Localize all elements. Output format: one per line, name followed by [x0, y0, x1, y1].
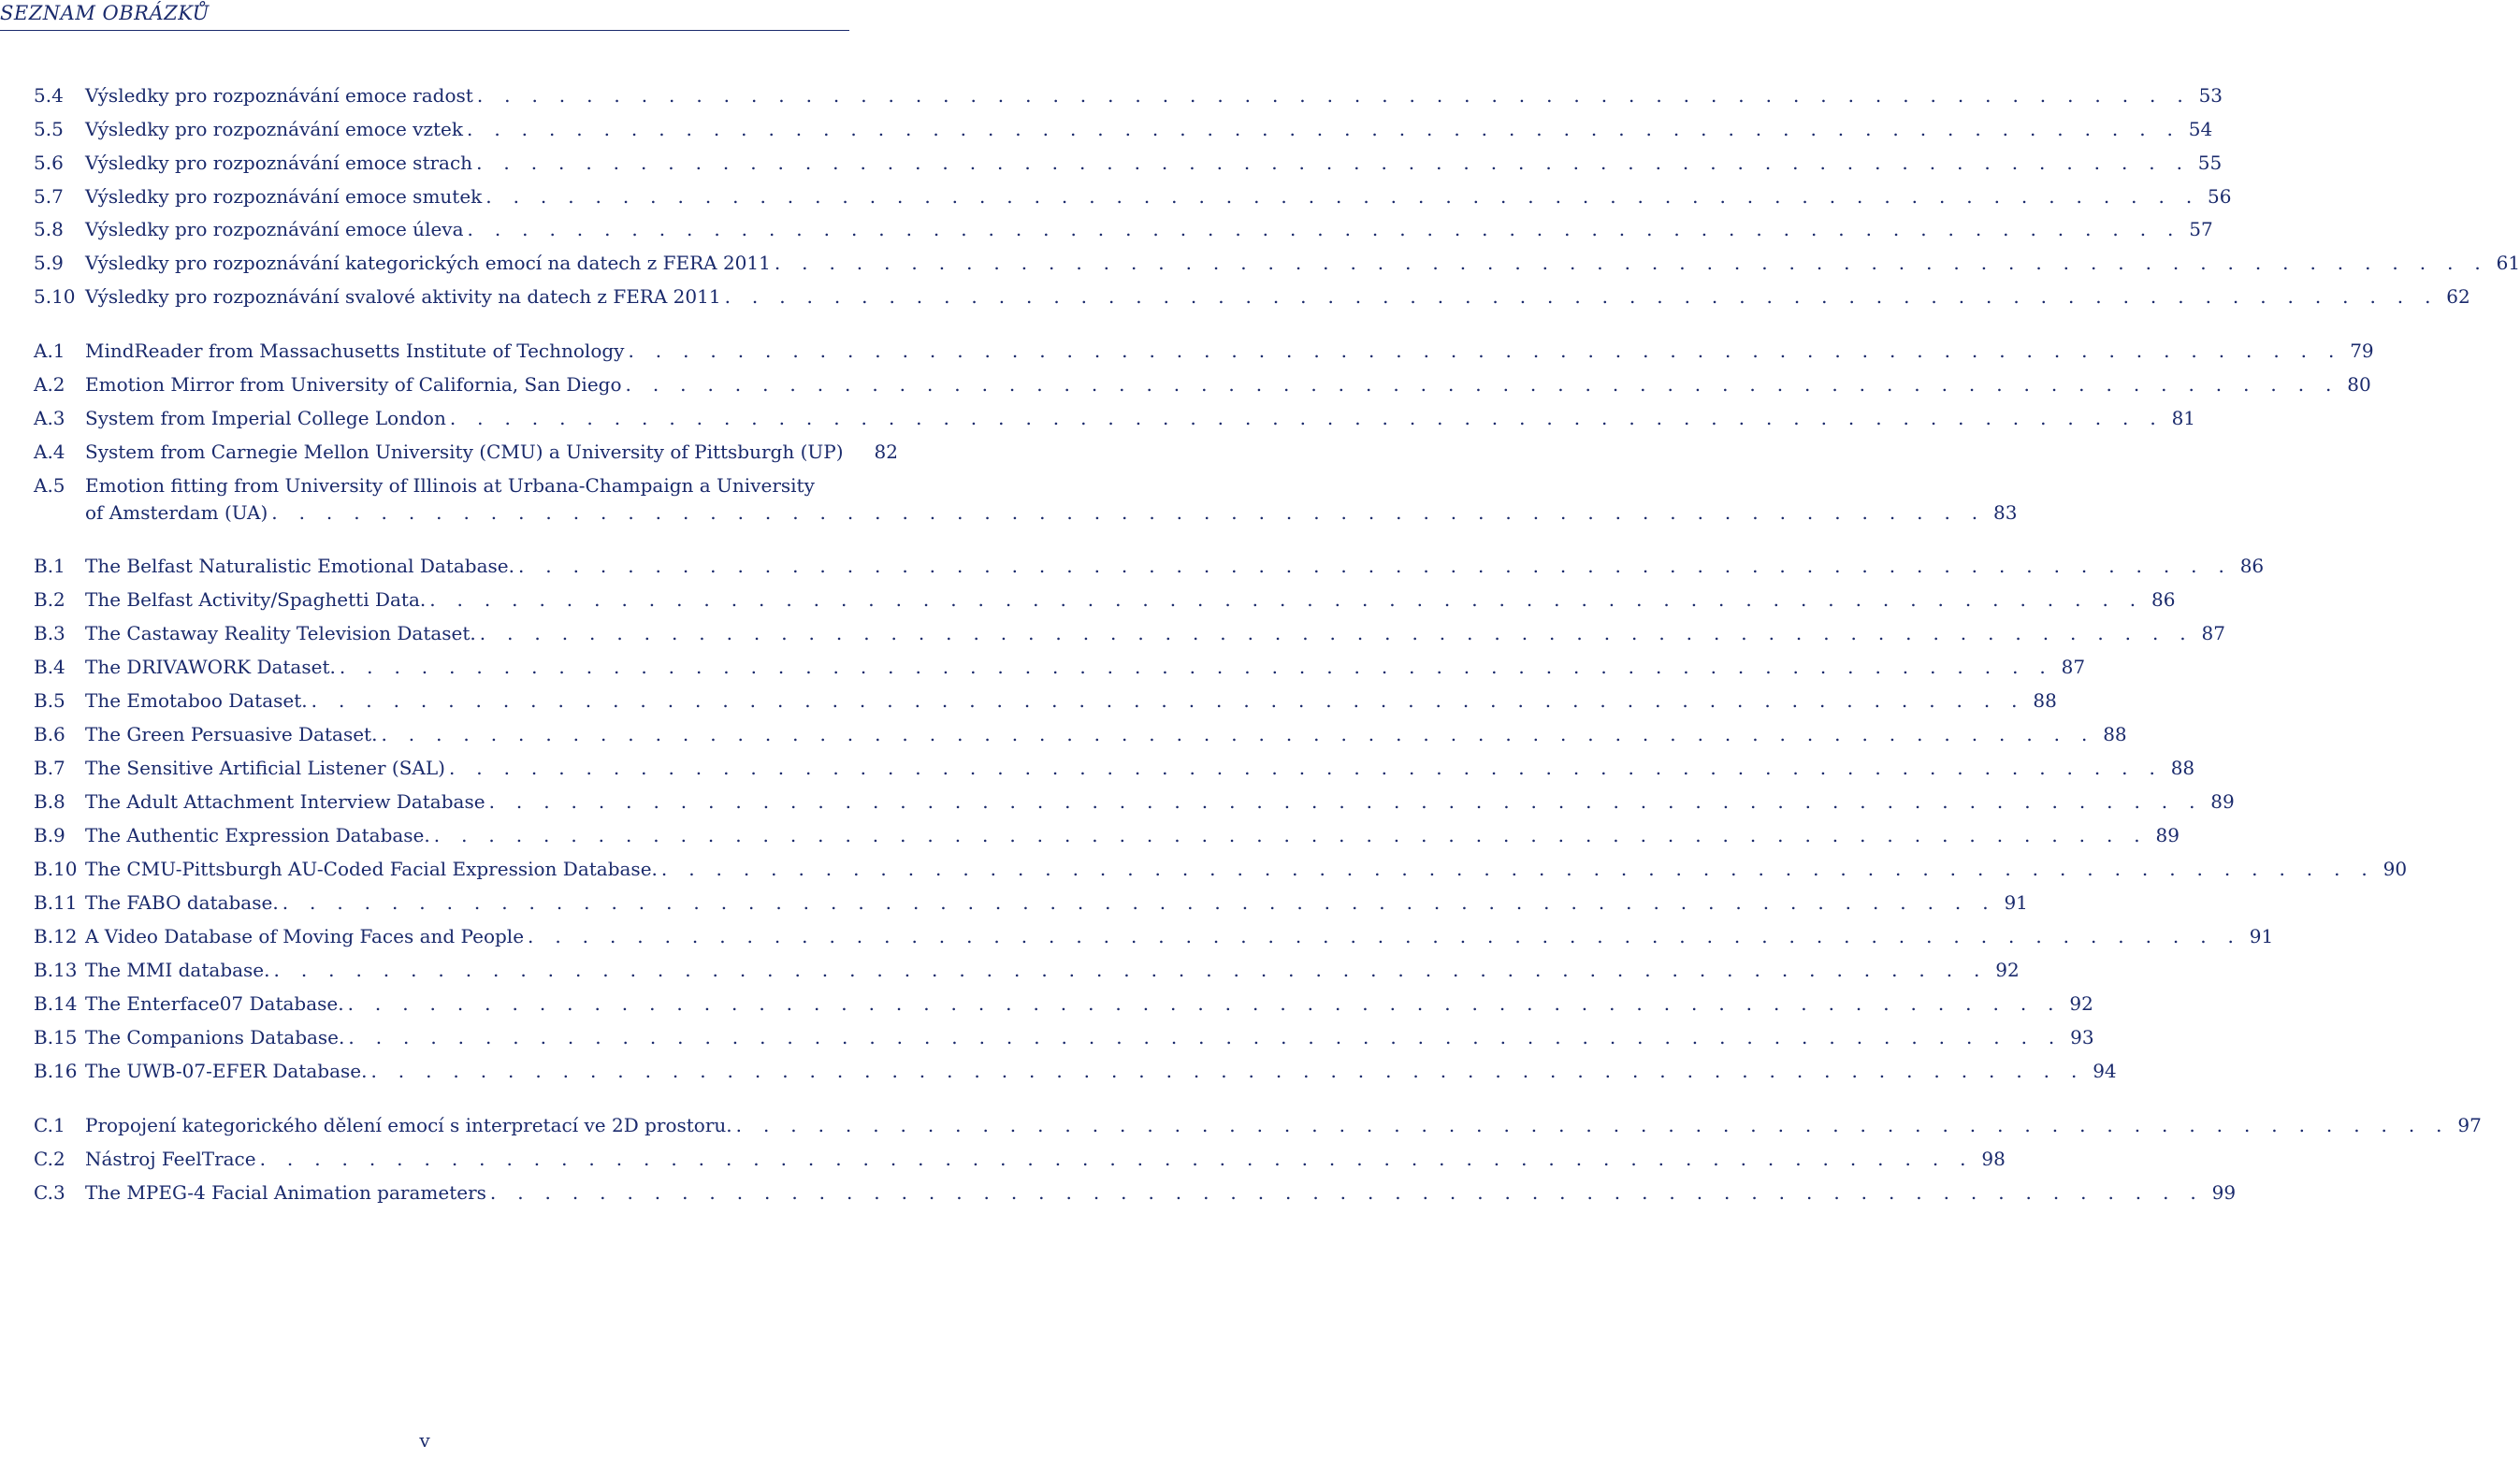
toc-entry[interactable] [34, 755, 2195, 782]
leader-dots: . . . . . . . . . . . . . . . . . . . . . . . . . . . . . . . . . . . . . . . . . . . . . . . . . . . . . . . . . . . . . . . [339, 656, 2054, 678]
leader-dots: . . . . . . . . . . . . . . . . . . . . . . . . . . . . . . . . . . . . . . . . . . . . . . . . . . . . . . . . . . . . . . . [467, 218, 2181, 240]
entry-page: 90 [2382, 858, 2408, 880]
toc-entry[interactable] [34, 1112, 2482, 1139]
toc-entry[interactable] [34, 586, 2176, 614]
entry-number: 5.7 [34, 185, 64, 208]
toc-entry[interactable] [34, 620, 2225, 647]
entry-title: Výsledky pro rozpoznávání emoce radost [85, 84, 473, 107]
leader-dots: . . . . . . . . . . . . . . . . . . . . . . . . . . . . . . . . . . . . . . . . . . . . . . . . . . . . . . . . . . . . . . . [660, 858, 2376, 880]
entry-number: 5.5 [34, 118, 64, 140]
entry-number: C.1 [34, 1114, 65, 1136]
entry-number: B.15 [34, 1026, 78, 1048]
toc-entry[interactable] [34, 923, 2274, 950]
entry-title: Výsledky pro rozpoznávání emoce úleva [85, 218, 464, 240]
entry-title: The Authentic Expression Database. [85, 824, 430, 846]
entry-page: 94 [2093, 1060, 2117, 1082]
running-header: SEZNAM OBRÁZKŮ [0, 2, 210, 24]
entry-title: The MPEG-4 Facial Animation parameters [85, 1181, 486, 1204]
entry-title: The DRIVAWORK Dataset. [85, 656, 336, 678]
entry-number: 5.8 [34, 218, 64, 240]
entry-title: of Amsterdam (UA) [85, 501, 268, 524]
entry-title: The FABO database. [85, 891, 279, 914]
entry-number: B.14 [34, 992, 78, 1015]
entry-title: Výsledky pro rozpoznávání svalové aktivity na datech z FERA 2011 [85, 285, 721, 308]
entry-title: System from Imperial College London [85, 407, 446, 429]
entry-number: A.1 [34, 340, 65, 362]
leader-dots: . . . . . . . . . . . . . . . . . . . . . . . . . . . . . . . . . . . . . . . . . . . . . . . . . . . . . . . . . . . . . . . [370, 1060, 2085, 1082]
entry-number: B.4 [34, 656, 65, 678]
entry-title: The Belfast Activity/Spaghetti Data. [85, 588, 427, 611]
leader-dots: . . . . . . . . . . . . . . . . . . . . . . . . . . . . . . . . . . . . . . . . . . . . . . . . . . . . . . . . . . . . . . . [429, 588, 2144, 611]
entry-page: 55 [2197, 152, 2223, 174]
leader-dots: . . . . . . . . . . . . . . . . . . . . . . . . . . . . . . . . . . . . . . . . . . . . . . . . . . . . . . . . . . . . . . . [282, 891, 1996, 914]
entry-number: B.1 [34, 555, 65, 577]
toc-entry[interactable] [34, 1146, 2006, 1173]
entry-page: 79 [2350, 340, 2374, 362]
entry-title: Emotion Mirror from University of California, San Diego [85, 373, 622, 396]
entry-title: Výsledky pro rozpoznávání emoce smutek [85, 185, 483, 208]
entry-number: A.5 [34, 474, 65, 497]
entry-page: 57 [2189, 218, 2213, 240]
toc-entry[interactable] [34, 788, 2235, 816]
entry-number: C.3 [34, 1181, 65, 1204]
entry-page: 97 [2457, 1114, 2482, 1136]
entry-title: Nástroj FeelTrace [85, 1148, 256, 1170]
toc-entry[interactable] [34, 957, 2020, 984]
toc-entry[interactable] [34, 338, 2374, 365]
toc-entry[interactable] [34, 405, 2196, 432]
entry-title-line1: Emotion fitting from University of Illinois at Urbana-Champaign a University [85, 474, 815, 497]
entry-page: 61 [2496, 252, 2520, 274]
leader-dots: . . . . . . . . . . . . . . . . . . . . . . . . . . . . . . . . . . . . . . . . . . . . . . . . . . . . . . . . . . . . . . . [467, 118, 2181, 140]
entry-number: B.5 [34, 689, 65, 712]
leader-dots: . . . . . . . . . . . . . . . . . . . . . . . . . . . . . . . . . . . . . . . . . . . . . . . . . . . . . . . . . . . . . . . [448, 757, 2164, 779]
entry-number: B.9 [34, 824, 65, 846]
toc-entry[interactable] [34, 371, 2371, 398]
entry-number: B.16 [34, 1060, 78, 1082]
entry-title: The CMU-Pittsburgh AU-Coded Facial Expression Database. [85, 858, 658, 880]
toc-entry[interactable] [34, 116, 2213, 143]
leader-dots: . . . . . . . . . . . . . . . . . . . . . . . . . . . . . . . . . . . . . . . . . . . . . . . . . . . . . . . . . . . . . . . [528, 925, 2242, 947]
toc-entry[interactable] [34, 654, 2086, 681]
entry-title: System from Carnegie Mellon University (CMU) a University of Pittsburgh (UP) [85, 441, 844, 463]
entry-title: Propojení kategorického dělení emocí s interpretací ve 2D prostoru. [85, 1114, 732, 1136]
leader-dots: . . . . . . . . . . . . . . . . . . . . . . . . . . . . . . . . . . . . . . . . . . . . . . . . . . . . . . . . . . . . . . . [488, 790, 2203, 813]
entry-page: 92 [1995, 959, 2020, 981]
leader-dots: . . . . . . . . . . . . . . . . . . . . . . . . . . . . . . . . . . . . . . . . . . . . . . . . . . . . . . . . . . . . . . . [348, 1026, 2063, 1048]
toc-entry[interactable] [34, 1058, 2117, 1085]
leader-dots: . . . . . . . . . . . . . . . . . . . . . . . . . . . . . . . . . . . . . . . . . . . . . . . . . . . . . . . . . . . . . . . [517, 555, 2233, 577]
entry-page: 87 [2201, 622, 2225, 644]
entry-page: 99 [2211, 1181, 2237, 1204]
leader-dots: . . . . . . . . . . . . . . . . . . . . . . . . . . . . . . . . . . . . . . . . . . . . . . . . . . . . . . . . . . . . . . . [476, 152, 2191, 174]
toc-entry[interactable] [34, 889, 2028, 917]
toc-entry[interactable] [34, 150, 2223, 177]
entry-page: 62 [2446, 285, 2470, 308]
leader-dots: . . . . . . . . . . . . . . . . . . . . . . . . . . . . . . . . . . . . . . . . . . . . . . . . . . . . . . . . . . . . . . . [476, 84, 2192, 107]
entry-number: 5.10 [34, 285, 76, 308]
toc-entry[interactable] [34, 439, 898, 466]
entry-page: 80 [2347, 373, 2371, 396]
entry-page: 86 [2151, 588, 2176, 611]
leader-dots: . . . . . . . . . . . . . . . . . . . . . . . . . . . . . . . . . . . . . . . . . . . . . . . . . . . . . . . . . . . . . . . [273, 959, 1988, 981]
entry-page: 87 [2061, 656, 2086, 678]
entry-title: MindReader from Massachusetts Institute of Technology [85, 340, 625, 362]
entry-number: A.2 [34, 373, 65, 396]
toc-entry[interactable] [34, 1024, 2094, 1051]
toc-entry[interactable] [34, 721, 2127, 748]
leader-dots: . . . . . . . . . . . . . . . . . . . . . . . . . . . . . . . . . . . . . . . . . . . . . . . . . . . . . . . . . . . . . . . [449, 407, 2165, 429]
entry-title: The UWB-07-EFER Database. [85, 1060, 368, 1082]
entry-page: 92 [2069, 992, 2093, 1015]
entry-title: The Adult Attachment Interview Database [85, 790, 485, 813]
page-number: v [419, 1429, 430, 1452]
toc-entry[interactable] [34, 183, 2232, 210]
leader-dots: . . . . . . . . . . . . . . . . . . . . . . . . . . . . . . . . . . . . . . . . . . . . . . . . . . . . . . . . . . . . . . . [479, 622, 2194, 644]
toc-entry[interactable] [34, 553, 2265, 580]
toc-entry[interactable] [34, 822, 2180, 849]
entry-title: The Castaway Reality Television Dataset. [85, 622, 476, 644]
toc-entry[interactable] [34, 990, 2093, 1018]
entry-page: 86 [2239, 555, 2265, 577]
leader-dots: . . . . . . . . . . . . . . . . . . . . . . . . . . . . . . . . . . . . . . . . . . . . . . . . . . . . . . . . . . . . . . . [485, 185, 2200, 208]
entry-number: A.3 [34, 407, 65, 429]
entry-title: The Emotaboo Dataset. [85, 689, 308, 712]
entry-page: 93 [2070, 1026, 2094, 1048]
leader-dots: . . . . . . . . . . . . . . . . . . . . . . . . . . . . . . . . . . . . . . . . . . . . . . . . . . . . . . . . . . . . . . . [433, 824, 2148, 846]
toc-entry[interactable] [34, 216, 2213, 243]
entry-page: 88 [2170, 757, 2195, 779]
leader-dots: . . . . . . . . . . . . . . . . . . . . . . . . . . . . . . . . . . . . . . . . . . . . . . . . . . . . . . . . . . . . . . . [774, 252, 2489, 274]
toc-entry[interactable] [34, 472, 2018, 527]
entry-number: C.2 [34, 1148, 65, 1170]
entry-number: B.7 [34, 757, 65, 779]
entry-title: The Sensitive Artificial Listener (SAL) [85, 757, 445, 779]
entry-number: B.13 [34, 959, 78, 981]
entry-page: 53 [2198, 84, 2223, 107]
toc-entry[interactable] [34, 283, 2470, 311]
entry-page: 98 [1981, 1148, 2006, 1170]
leader-dots: . . . . . . . . . . . . . . . . . . . . . . . . . . . . . . . . . . . . . . . . . . . . . . . . . . . . . . . . . . . . . . . [625, 373, 2339, 396]
entry-number: A.4 [34, 441, 65, 463]
leader-dots: . . . . . . . . . . . . . . . . . . . . . . . . . . . . . . . . . . . . . . . . . . . . . . . . . . . . . . . . . . . . . . . [735, 1114, 2450, 1136]
entry-number: B.12 [34, 925, 78, 947]
leader-dots: . . . . . . . . . . . . . . . . . . . . . . . . . . . . . . . . . . . . . . . . . . . . . . . . . . . . . . . . . . . . . . . [259, 1148, 1974, 1170]
entry-title: The Green Persuasive Dataset. [85, 723, 378, 745]
leader-dots: . . . . . . . . . . . . . . . . . . . . . . . . . . . . . . . . . . . . . . . . . . . . . . . . . . . . . . . . . . . . . . . [628, 340, 2342, 362]
entry-page: 88 [2033, 689, 2057, 712]
entry-number: B.11 [34, 891, 78, 914]
toc-entry[interactable] [34, 1179, 2237, 1207]
toc-entry[interactable] [34, 82, 2223, 109]
entry-number: 5.6 [34, 152, 64, 174]
leader-dots: . . . . . . . . . . . . . . . . . . . . . . . . . . . . . . . . . . . . . . . . . . . . . . . . . . . . . . . . . . . . . . . [724, 285, 2439, 308]
leader-dots: . . . . . . . . . . . . . . . . . . . . . . . . . . . . . . . . . . . . . . . . . . . . . . . . . . . . . . . . . . . . . . . [347, 992, 2062, 1015]
leader-dots: . . . . . . . . . . . . . . . . . . . . . . . . . . . . . . . . . . . . . . . . . . . . . . . . . . . . . . . . . . . . . . . [381, 723, 2095, 745]
entry-number: B.2 [34, 588, 65, 611]
entry-page: 89 [2155, 824, 2180, 846]
entry-page: 54 [2188, 118, 2213, 140]
entry-number: B.3 [34, 622, 65, 644]
entry-number: 5.4 [34, 84, 64, 107]
leader-dots: . . . . . . . . . . . . . . . . . . . . . . . . . . . . . . . . . . . . . . . . . . . . . . . . . . . . . . . . . . . . . . . [271, 501, 1986, 524]
toc-entry[interactable] [34, 687, 2057, 715]
entry-page: 91 [2004, 891, 2028, 914]
toc-entry[interactable] [34, 856, 2408, 883]
entry-page: 81 [2171, 407, 2196, 429]
entry-page: 82 [874, 441, 898, 463]
entry-title: The Companions Database. [85, 1026, 345, 1048]
entry-title: The MMI database. [85, 959, 270, 981]
entry-number: 5.9 [34, 252, 64, 274]
toc-entry[interactable] [34, 250, 2520, 277]
entry-title: Výsledky pro rozpoznávání emoce strach [85, 152, 473, 174]
entry-title: Výsledky pro rozpoznávání kategorických emocí na datech z FERA 2011 [85, 252, 771, 274]
entry-page: 83 [1992, 501, 2018, 524]
entry-page: 91 [2249, 925, 2274, 947]
entry-title: A Video Database of Moving Faces and People [85, 925, 525, 947]
entry-number: B.10 [34, 858, 78, 880]
entry-page: 56 [2208, 185, 2232, 208]
entry-page: 89 [2210, 790, 2235, 813]
entry-title: Výsledky pro rozpoznávání emoce vztek [85, 118, 464, 140]
entry-number: B.8 [34, 790, 65, 813]
entry-page: 88 [2103, 723, 2127, 745]
entry-number: B.6 [34, 723, 65, 745]
leader-dots: . . . . . . . . . . . . . . . . . . . . . . . . . . . . . . . . . . . . . . . . . . . . . . . . . . . . . . . . . . . . . . . [311, 689, 2025, 712]
header-rule [0, 30, 849, 31]
leader-dots: . . . . . . . . . . . . . . . . . . . . . . . . . . . . . . . . . . . . . . . . . . . . . . . . . . . . . . . . . . . . . . . [489, 1181, 2205, 1204]
entry-title: The Belfast Naturalistic Emotional Database. [85, 555, 514, 577]
entry-title: The Enterface07 Database. [85, 992, 344, 1015]
